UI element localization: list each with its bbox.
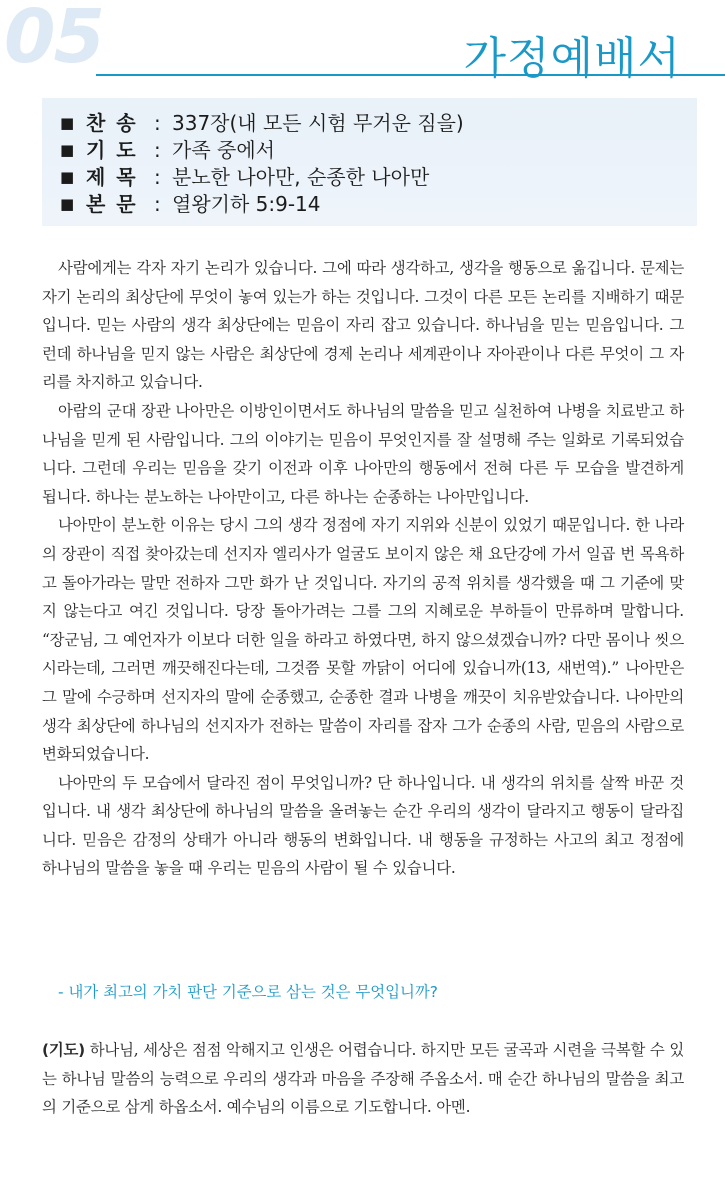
- info-label: 제 목: [86, 165, 138, 189]
- reflection-question: - 내가 최고의 가치 판단 기준으로 삼는 것은 무엇입니까?: [58, 983, 438, 1001]
- info-colon: :: [154, 165, 161, 189]
- sermon-body: [42, 254, 684, 883]
- info-row-title: [60, 164, 697, 191]
- info-colon: :: [154, 192, 161, 216]
- info-value: 열왕기하 5:9-14: [172, 192, 321, 216]
- square-bullet-icon: ■: [60, 195, 75, 213]
- page-number: 05: [4, 0, 103, 80]
- square-bullet-icon: ■: [60, 168, 75, 186]
- body-paragraph: 사람에게는 각자 자기 논리가 있습니다. 그에 따라 생각하고, 생각을 행동으로 옮깁니다. 문제는 자기 논리의 최상단에 무엇이 놓여 있는가 하는 것입니다. 그것이 다른 모든 논리를 지배하기 때문입니다. 믿는 사람의 생각 최상단에는 믿음이 자리 잡고 있습니다. 하나님을 믿는 믿음입니다. 그런데 하나님을 믿지 않는 사람은 최상단에 경제 논리나 세계관이나 자아관이나 다른 무엇이 그 자리를 차지하고 있습니다.: [42, 259, 684, 392]
- info-colon: :: [154, 111, 161, 135]
- info-label: 기 도: [86, 138, 138, 162]
- info-label: 찬 송: [86, 111, 138, 135]
- info-row-prayer: [60, 137, 697, 164]
- service-info-box: [42, 98, 697, 226]
- info-row-scripture: [60, 191, 697, 218]
- square-bullet-icon: ■: [60, 141, 75, 159]
- prayer-paragraph: [42, 1036, 684, 1122]
- prayer-label: (기도): [42, 1041, 86, 1059]
- info-row-hymn: [60, 110, 697, 137]
- body-paragraph: 나아만의 두 모습에서 달라진 점이 무엇입니까? 단 하나입니다. 내 생각의 위치를 살짝 바꾼 것입니다. 내 생각 최상단에 하나님의 말씀을 올려놓는 순간 우리의 생각이 달라지고 행동이 달라집니다. 믿음은 감정의 상태가 아니라 행동의 변화입니다. 내 행동을 규정하는 사고의 최고 정점에 하나님의 말씀을 놓을 때 우리는 믿음의 사람이 될 수 있습니다.: [42, 773, 684, 878]
- info-value: 337장(내 모든 시험 무거운 짐을): [172, 111, 464, 135]
- square-bullet-icon: ■: [60, 114, 75, 132]
- body-paragraph: 아람의 군대 장관 나아만은 이방인이면서도 하나님의 말씀을 믿고 실천하여 나병을 치료받고 하나님을 믿게 된 사람입니다. 그의 이야기는 믿음이 무엇인지를 잘 설명해 주는 일화로 기록되었습니다. 그런데 우리는 믿음을 갖기 이전과 이후 나아만의 행동에서 전혀 다른 두 모습을 발견하게 됩니다. 하나는 분노하는 나아만이고, 다른 하나는 순종하는 나아만입니다.: [42, 401, 684, 506]
- page-title: 가정예배서: [463, 33, 681, 84]
- prayer-text: 하나님, 세상은 점점 악해지고 인생은 어렵습니다. 하지만 모든 굴곡과 시련을 극복할 수 있는 하나님 말씀의 능력으로 우리의 생각과 마음을 주장해 주옵소서. 매 순간 하나님의 말씀을 최고의 기준으로 삼게 하옵소서. 예수님의 이름으로 기도합니다. 아멘.: [42, 1041, 684, 1117]
- header-divider: [96, 74, 725, 76]
- closing-prayer: [42, 1036, 684, 1122]
- body-paragraph: 나아만이 분노한 이유는 당시 그의 생각 정점에 자기 지위와 신분이 있었기 때문입니다. 한 나라의 장관이 직접 찾아갔는데 선지자 엘리사가 얼굴도 보이지 않은 채 요단강에 가서 일곱 번 목욕하고 돌아가라는 말만 전하자 그만 화가 난 것입니다. 자기의 공적 위치를 생각했을 때 그 기준에 맞지 않는다고 여긴 것입니다. 당장 돌아가려는 그를 그의 지혜로운 부하들이 만류하며 말합니다. “장군님, 그 예언자가 이보다 더한 일을 하라고 하였다면, 하지 않으셨겠습니까? 다만 몸이나 씻으시라는데, 그러면 깨끗해진다는데, 그것쯤 못할 까닭이 어디에 있습니까(13, 새번역).” 나아만은 그 말에 수긍하며 선지자의 말에 순종했고, 순종한 결과 나병을 깨끗이 치유받았습니다. 나아만의 생각 최상단에 하나님의 선지자가 전하는 말씀이 자리를 잡자 그가 순종의 사람, 믿음의 사람으로 변화되었습니다.: [42, 516, 684, 764]
- info-label: 본 문: [86, 192, 138, 216]
- info-colon: :: [154, 138, 161, 162]
- info-value: 가족 중에서: [172, 138, 275, 162]
- info-value: 분노한 나아만, 순종한 나아만: [172, 165, 430, 189]
